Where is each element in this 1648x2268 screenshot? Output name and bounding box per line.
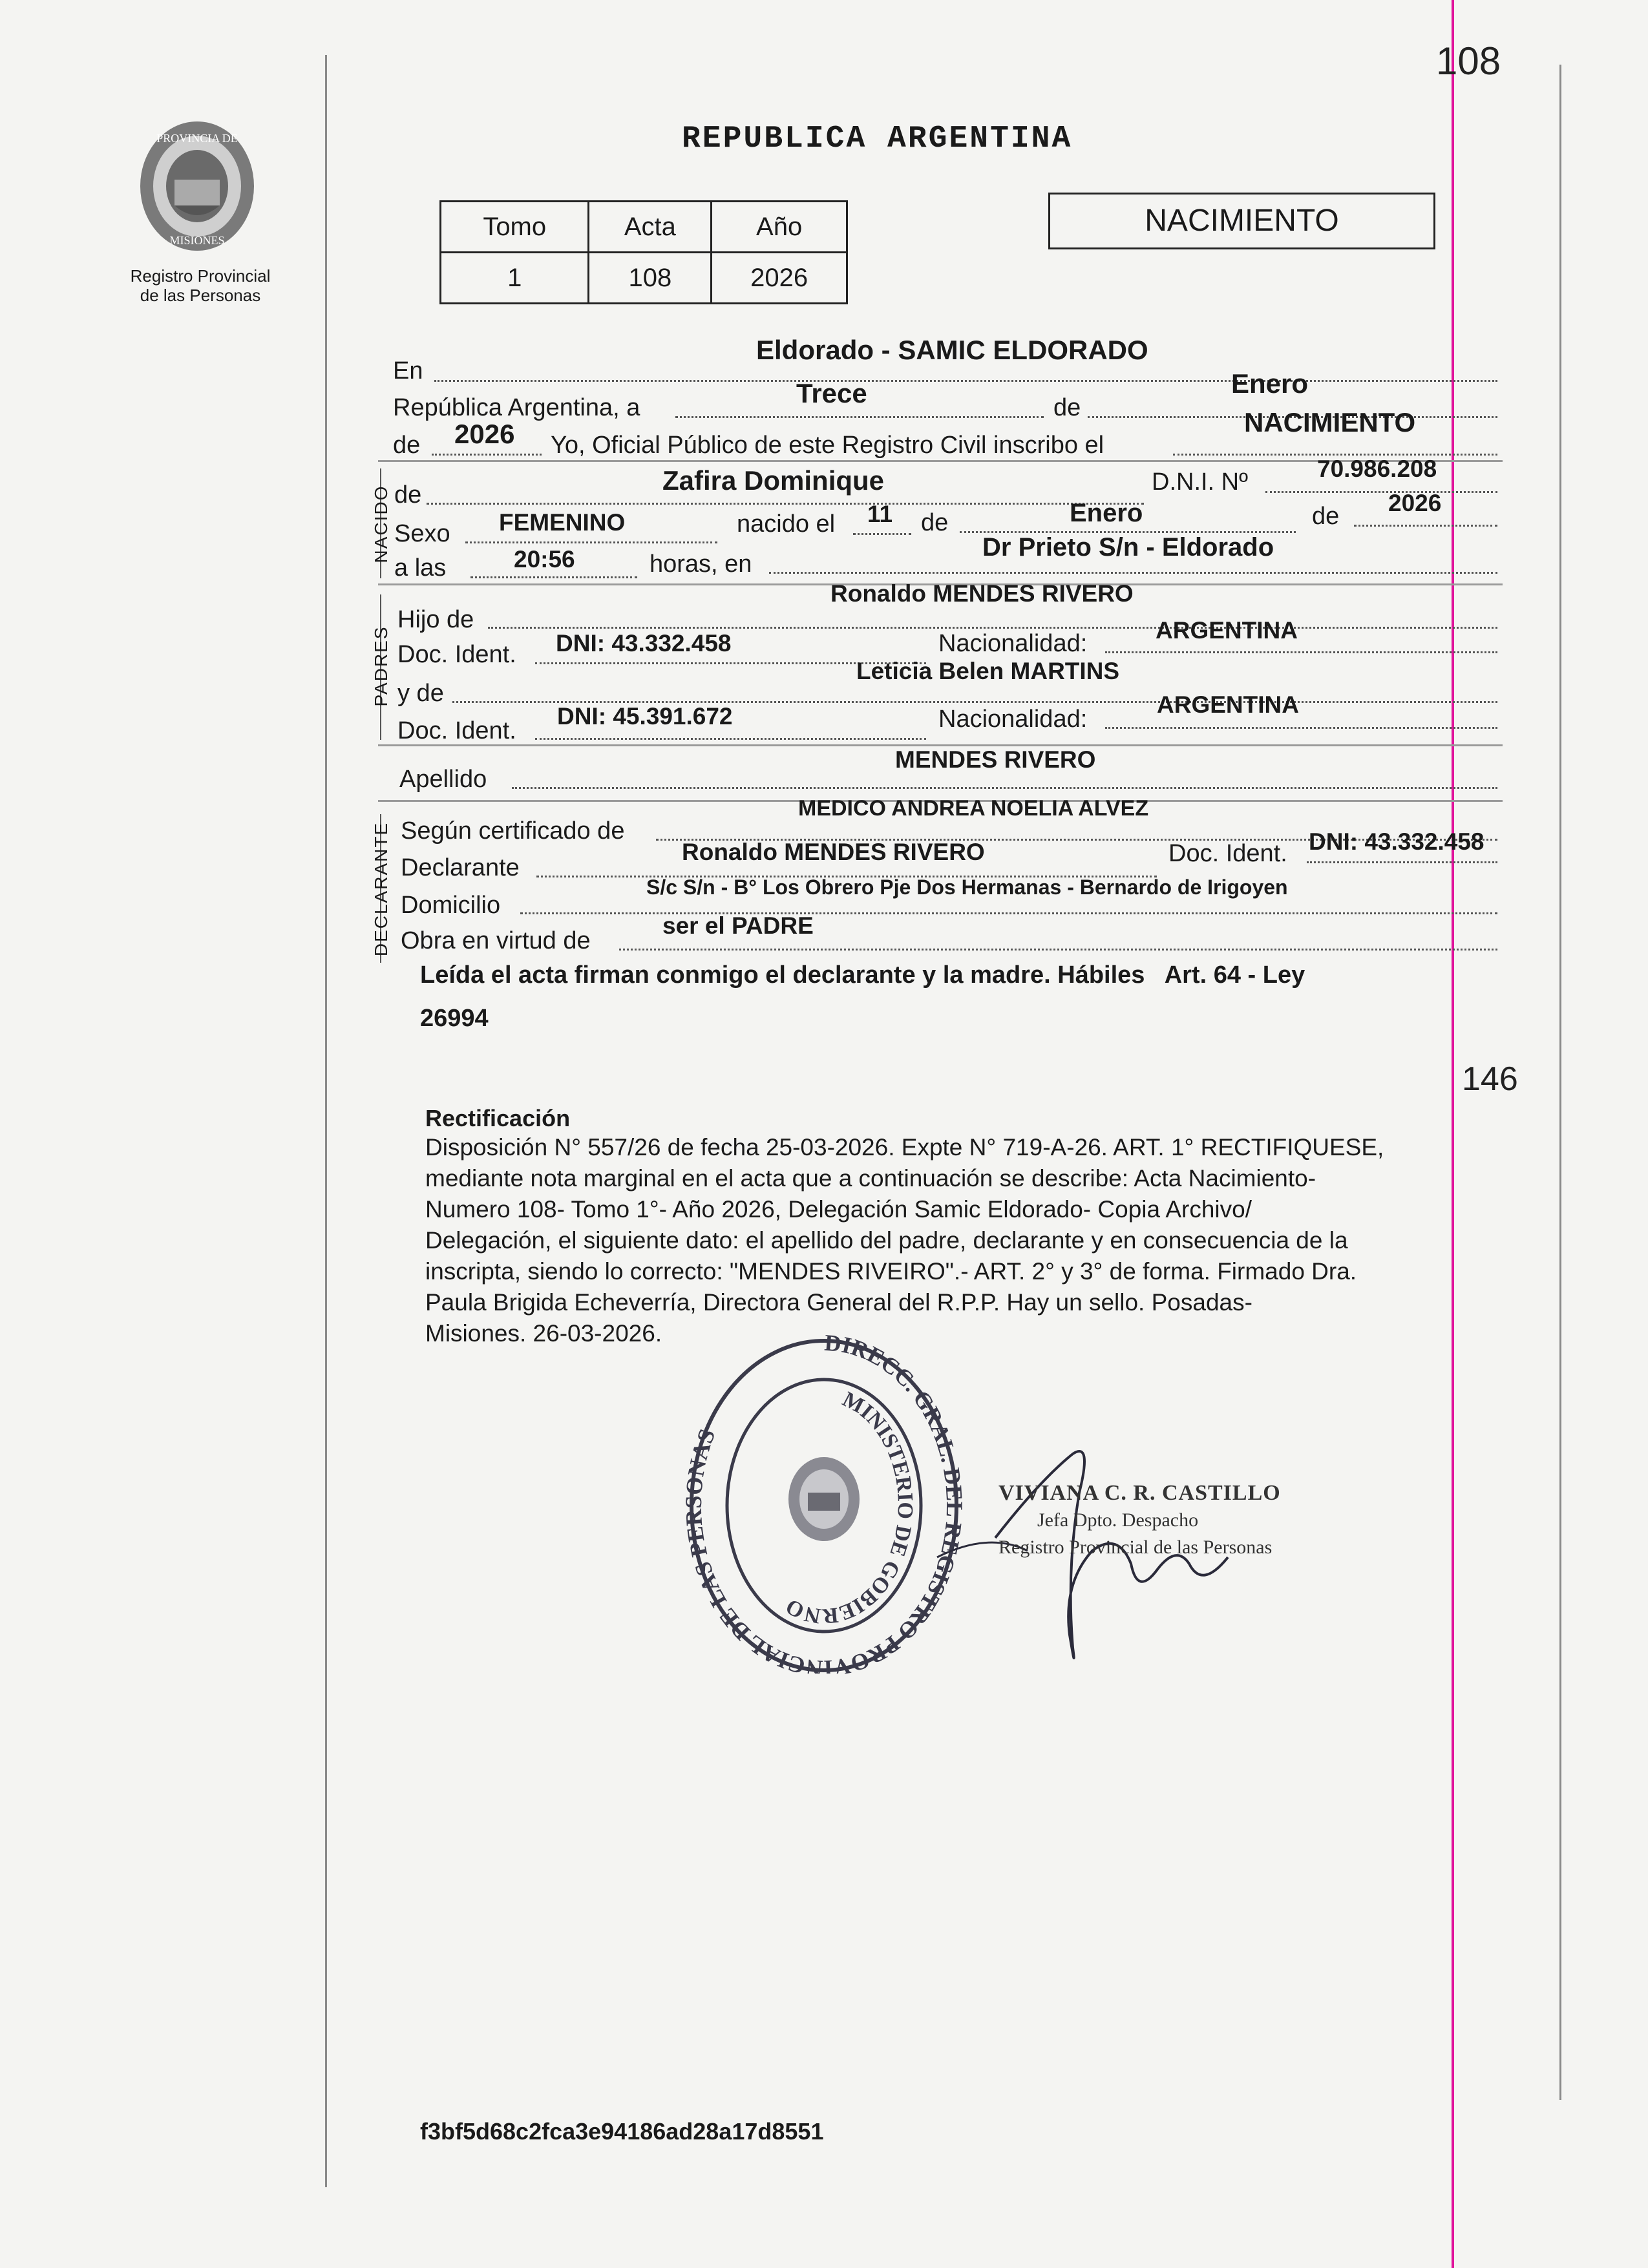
horas-label: horas, en (650, 551, 752, 578)
rectificacion-line: Paula Brigida Echeverría, Directora General del R.P.P. Hay un sello. Posadas- (425, 1289, 1252, 1316)
mother-doc-label: Doc. Ident. (397, 717, 516, 744)
record-table-value-row (441, 253, 847, 304)
stamp-seal-icon (685, 1331, 963, 1674)
dotted-line (432, 454, 542, 456)
rectificacion-line: Delegación, el siguiente dato: el apellido del padre, declarante y en consecuencia de la (425, 1227, 1348, 1254)
father-doc-label: Doc. Ident. (397, 641, 516, 668)
declarante-doc-value: DNI: 43.332.458 (1309, 828, 1484, 855)
record-table-header-row (441, 202, 847, 253)
birth-de2-label: de (1312, 503, 1340, 530)
nacido-el-label: nacido el (737, 510, 836, 538)
birth-month-value: Enero (1070, 499, 1143, 527)
mother-doc-value: DNI: 45.391.672 (557, 703, 733, 730)
signature-role: Jefa Dpto. Despacho (1037, 1509, 1199, 1531)
logo-caption-line1: Registro Provincial (130, 266, 271, 286)
apellido-label: Apellido (399, 766, 487, 793)
right-margin-line (1559, 65, 1561, 2100)
dotted-line (427, 503, 1144, 505)
obra-value: ser el PADRE (662, 912, 814, 939)
record-table (439, 200, 848, 304)
dotted-line (465, 541, 717, 543)
de-label: de (1053, 394, 1081, 421)
year-value: 2026 (454, 419, 515, 449)
rectificacion-text (425, 1132, 1532, 1349)
hijo-label: Hijo de (397, 606, 474, 633)
rectificacion-line: Numero 108- Tomo 1°- Año 2026, Delegación Samic Eldorado- Copia Archivo/ (425, 1196, 1252, 1223)
record-table-cell: 2026 (712, 253, 847, 304)
dotted-line (675, 416, 1044, 418)
province-logo (129, 115, 265, 257)
obra-label: Obra en virtud de (401, 927, 591, 954)
event-value: NACIMIENTO (1244, 407, 1416, 437)
domicilio-label: Domicilio (401, 892, 501, 919)
svg-text:DIRECC. GRAL. DEL REGISTRO PRO: DIRECC. GRAL. EGISTRO PROVINCIAL DE LAS P NAS (685, 1331, 963, 1674)
dni-label: D.N.I. Nº (1152, 468, 1248, 496)
mother-name-value: Leticia Belen MARTINS (856, 658, 1120, 684)
svg-text:MISIONES: MISIONES (169, 234, 225, 247)
page-number: 108 (1436, 39, 1501, 83)
svg-text:PROVINCIA DE: PROVINCIA DE (156, 132, 238, 145)
dotted-line (1105, 651, 1497, 653)
declarante-section-label: DECLARANTE (371, 821, 391, 957)
marginal-number: 146 (1462, 1060, 1518, 1098)
mother-nac-label: Nacionalidad: (938, 706, 1088, 733)
domicilio-value: S/c S/n - B° Los Obrero Pje Dos Hermanas - Bernardo de Irigoyen (646, 876, 1288, 899)
closing-line2: 26994 (420, 1005, 489, 1032)
nacido-section-label: NACIDO (371, 485, 391, 563)
official-stamp (685, 1331, 963, 1674)
logo-caption (97, 266, 304, 305)
misiones-seal-icon (129, 115, 265, 257)
signature-org: Registro Provincial de las Personas (998, 1537, 1273, 1558)
birth-place-value: Dr Prieto S/n - Eldorado (982, 533, 1274, 562)
father-name-value: Ronaldo MENDES RIVERO (830, 580, 1134, 607)
dotted-line (434, 380, 1497, 382)
document-hash: f3bf5d68c2fca3e94186ad28a17d8551 (420, 2118, 824, 2145)
father-nac-label: Nacionalidad: (938, 630, 1088, 657)
rectificacion-line: Misiones. 26-03-2026. (425, 1320, 662, 1347)
dotted-line (512, 787, 1497, 789)
dotted-line (1265, 491, 1497, 493)
en-label: En (393, 357, 423, 384)
declarante-name-value: Ronaldo MENDES RIVERO (682, 839, 985, 865)
record-table-header: Año (712, 202, 847, 253)
padres-section-label: PADRES (371, 625, 391, 707)
rectificacion-line: mediante nota marginal en el acta que a continuación se describe: Acta Nacimiento- (425, 1165, 1316, 1192)
child-dni-value: 70.986.208 (1317, 456, 1437, 482)
birth-day-value: 11 (867, 501, 893, 527)
rectificacion-title: Rectificación (425, 1105, 571, 1131)
declarante-doc-label: Doc. Ident. (1168, 840, 1287, 867)
sexo-label: Sexo (394, 520, 450, 547)
dotted-line (1105, 727, 1497, 729)
father-nationality-value: ARGENTINA (1156, 617, 1298, 644)
apellido-value: MENDES RIVERO (895, 746, 1096, 773)
record-table-cell: 108 (589, 253, 712, 304)
month-value: Enero (1231, 368, 1309, 399)
dotted-line (535, 738, 926, 740)
dotted-line (619, 949, 1497, 950)
cert-value: MEDICO ANDREA NOELIA ALVEZ (798, 796, 1149, 821)
dotted-line (1354, 525, 1497, 527)
birth-de-label: de (921, 509, 949, 536)
dotted-line (853, 533, 911, 535)
birth-time-value: 20:56 (514, 546, 575, 572)
nacido-de-label: de (394, 481, 422, 509)
logo-caption-line2: de las Personas (140, 286, 261, 305)
record-type-box: NACIMIENTO (1048, 193, 1435, 249)
dotted-line (1307, 861, 1497, 863)
signature-block (998, 1480, 1281, 1561)
birth-year-value: 2026 (1388, 490, 1442, 516)
place-value: Eldorado - SAMIC ELDORADO (756, 335, 1148, 365)
dotted-line (470, 576, 637, 578)
document-title: REPUBLICA ARGENTINA (682, 121, 1073, 156)
y-de-label: y de (397, 680, 444, 707)
signature-name: VIVIANA C. R. CASTILLO (998, 1481, 1281, 1505)
a-las-label: a las (394, 554, 447, 582)
day-text-value: Trece (796, 378, 867, 408)
dotted-line (488, 627, 1497, 629)
mother-nationality-value: ARGENTINA (1157, 691, 1299, 718)
rectificacion-line: Disposición N° 557/26 de fecha 25-03-2026. Expte N° 719-A-26. ART. 1° RECTIFIQUESE, (425, 1134, 1384, 1160)
rectificacion-line: inscripta, siendo lo correcto: "MENDES RIVEIRO".- ART. 2° y 3° de forma. Firmado Dra. (425, 1258, 1357, 1285)
de2-label: de (393, 432, 421, 459)
record-table-header: Tomo (441, 202, 589, 253)
dotted-line (769, 572, 1497, 574)
svg-text:MINISTERIO DE GOBIERNO: MINISTERIO DE GOBIERNO (782, 1387, 918, 1628)
child-name-value: Zafira Dominique (662, 465, 885, 496)
record-table-cell: 1 (441, 253, 589, 304)
republica-label: República Argentina, a (393, 394, 640, 421)
sexo-value: FEMENINO (499, 509, 626, 536)
closing-line1: Leída el acta firman conmigo el declarante y la madre. Hábiles Art. 64 - Ley (420, 961, 1305, 989)
inscribo-label: Yo, Oficial Público de este Registro Civil inscribo el (551, 432, 1104, 459)
record-table-header: Acta (589, 202, 712, 253)
father-doc-value: DNI: 43.332.458 (556, 630, 732, 656)
cert-label: Según certificado de (401, 817, 625, 845)
declarante-label: Declarante (401, 854, 520, 881)
left-margin-line (325, 55, 327, 2187)
